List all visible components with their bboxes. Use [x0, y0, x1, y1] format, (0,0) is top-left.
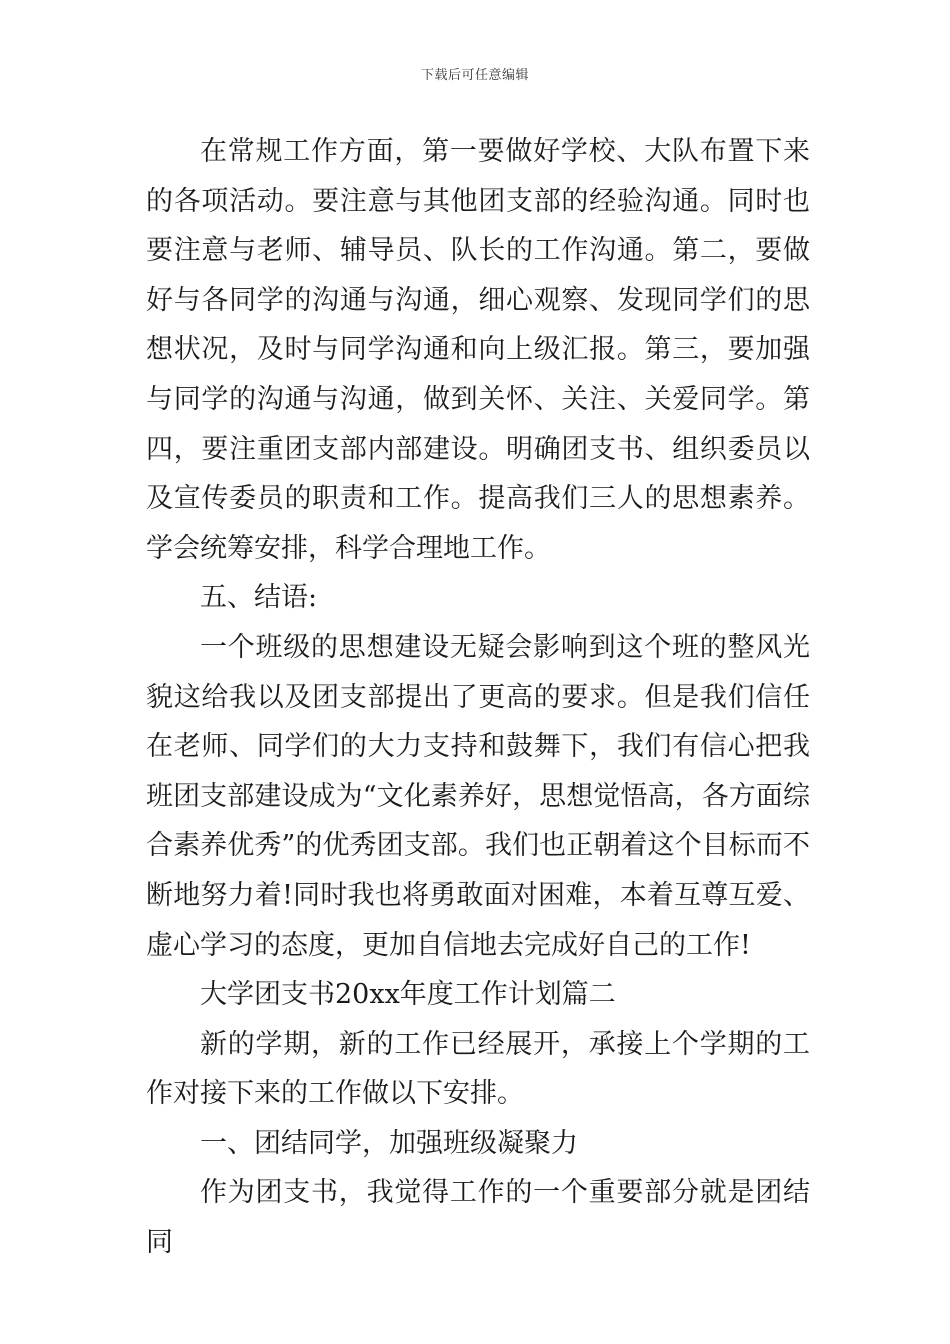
article-subtitle: 大学团支书20xx年度工作计划篇二 [200, 979, 616, 1011]
document-body [146, 127, 810, 1268]
paragraph-new-semester: 新的学期，新的工作已经展开，承接上个学期的工作对接下来的工作做以下安排。 [146, 1028, 810, 1110]
paragraph-unity-start: 作为团支书，我觉得工作的一个重要部分就是团结同 [146, 1177, 810, 1259]
paragraph-routine-work: 在常规工作方面，第一要做好学校、大队布置下来的各项活动。要注意与其他团支部的经验沟通。同时也要注意与老师、辅导员、队长的工作沟通。第二，要做好与各同学的沟通与沟通，细心观察、发现同学们的思想状况，及时与同学沟通和向上级汇报。第三，要加强与同学的沟通与沟通，做到关怀、关注、关爱同学。第四，要注重团支部内部建设。明确团支书、组织委员以及宣传委员的职责和工作。提高我们三人的思想素养。学会统筹安排，科学合理地工作。 [146, 136, 810, 564]
section-heading-conclusion: 五、结语: [200, 582, 318, 614]
section-heading-unity: 一、团结同学，加强班级凝聚力 [200, 1127, 578, 1159]
paragraph-conclusion: 一个班级的思想建设无疑会影响到这个班的整风光貌这给我以及团支部提出了更高的要求。但是我们信任在老师、同学们的大力支持和鼓舞下，我们有信心把我班团支部建设成为“文化素养好，思想觉悟高，各方面综合素养优秀”的优秀团支部。我们也正朝着这个目标而不断地努力着!同时我也将勇敢面对困难，本着互尊互爱、虚心学习的态度，更加自信地去完成好自己的工作! [146, 631, 810, 961]
page-header-note: 下载后可任意编辑 [420, 68, 529, 83]
